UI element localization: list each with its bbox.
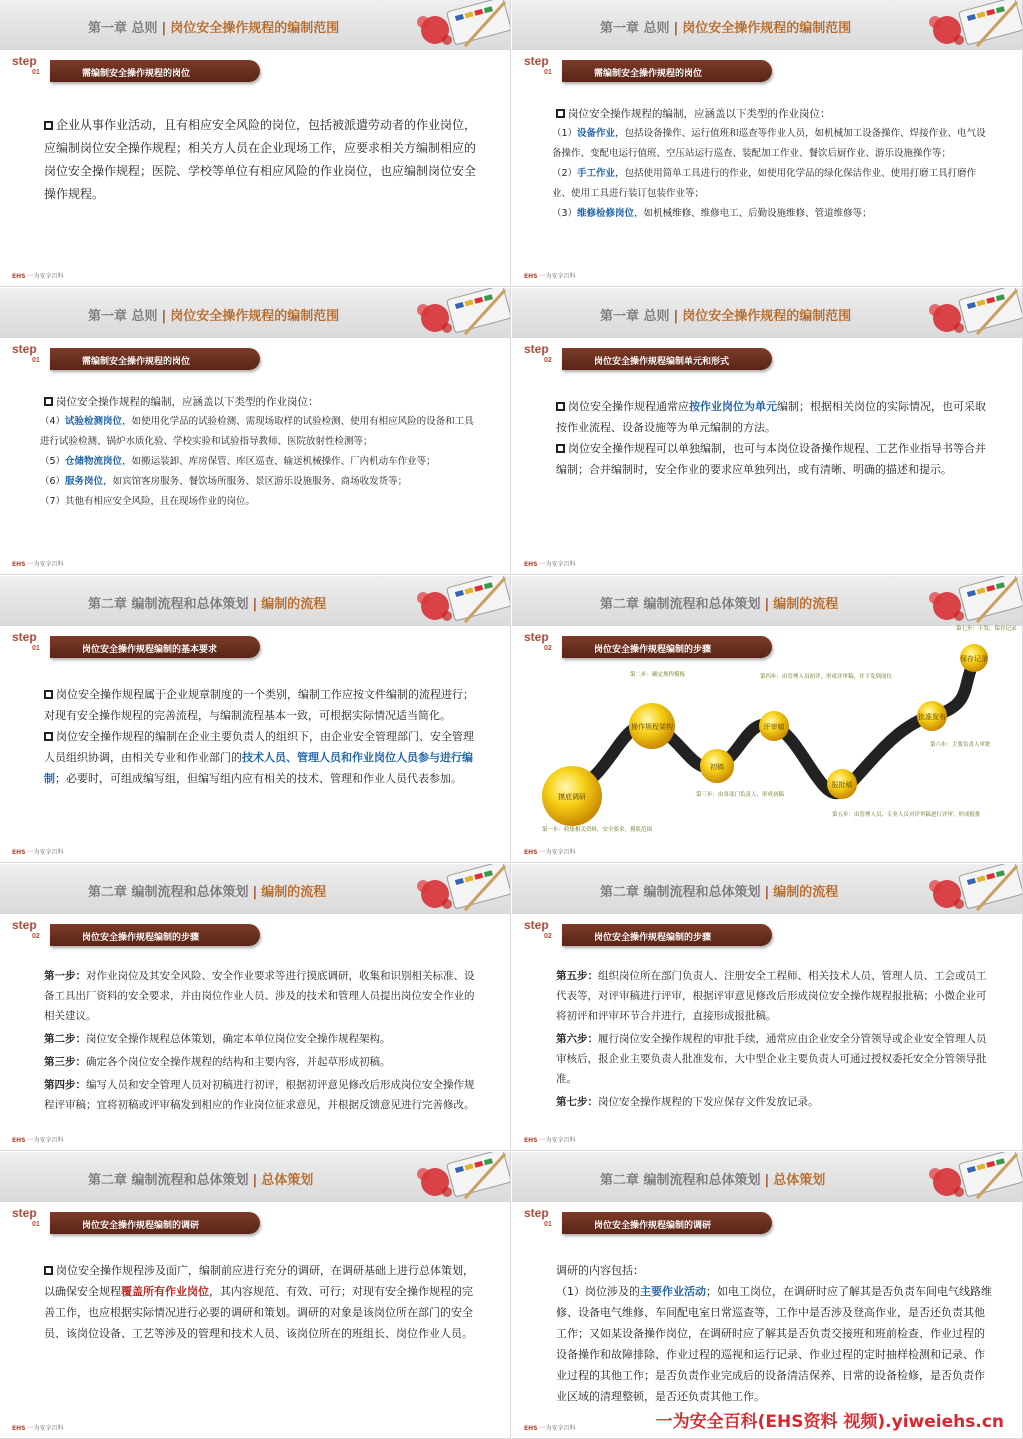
paint-splash-decoration-icon <box>917 0 1022 50</box>
text: 编写人员和安全管理人员对初稿进行初评，根据初评意见修改后形成岗位安全操作规程评审稿；宜将初稿或评审稿发到相应的作业岗位征求意见，并根据反馈意见进行完善修改。 <box>44 1079 475 1111</box>
section-title: 编制的流程 <box>261 885 327 900</box>
step-label: 第三步： <box>44 1056 86 1068</box>
section-title: 总体策划 <box>773 1173 826 1188</box>
highlight-term: 试验检测岗位 <box>65 416 123 427</box>
step-paragraph <box>44 1075 482 1115</box>
text: 岗位安全操作规程属于企业规章制度的一个类别，编制工作应按文件编制的流程进行；对现有安全操作规程的完善流程，与编制流程基本一致，可根据实际情况适当简化。 <box>44 688 474 722</box>
title-separator: | <box>252 1173 258 1188</box>
step-label: 第二步： <box>44 1033 86 1045</box>
paint-splash-decoration-icon <box>405 576 510 626</box>
text: 确定各个岗位安全操作规程的结构和主要内容，并起草形成初稿。 <box>86 1056 391 1068</box>
section-banner <box>50 1212 260 1234</box>
watermark-text: 一为安全百科(EHS资料 视频).yiweiehs.cn <box>655 1412 1004 1432</box>
process-node-label: 摸底调研 <box>558 793 586 801</box>
footer-text: 一为安全百科 <box>27 273 64 280</box>
slide-header <box>512 0 1022 50</box>
footer-logo: EHS <box>12 1425 26 1432</box>
text: 岗位安全操作规程的编制在企业主要负责人的组织下，由企业安全管理部门、安全管理人员组织协调，由相关专业和作业部门的 <box>44 730 474 764</box>
step-number: 02 <box>544 933 552 940</box>
highlight-term: 覆盖所有作业岗位 <box>121 1285 209 1298</box>
section-banner <box>50 60 260 82</box>
paint-splash-decoration-icon <box>917 288 1022 338</box>
list-item <box>40 472 482 492</box>
process-node-label: 评审稿 <box>763 723 785 731</box>
text: 岗位安全操作规程通常应 <box>568 400 689 413</box>
highlight-term: 仓储物流岗位 <box>65 456 123 467</box>
list-item <box>552 204 994 224</box>
chapter-title: 第二章 编制流程和总体策划 <box>88 597 249 612</box>
slide-title <box>600 1169 825 1188</box>
text: （1）岗位涉及的 <box>556 1285 640 1298</box>
process-node-label: 操作规程架构 <box>631 723 673 731</box>
intro-paragraph <box>556 104 994 124</box>
step-label: step <box>12 630 37 644</box>
step-number: 02 <box>544 357 552 364</box>
slide-9 <box>0 1152 511 1439</box>
paragraph <box>44 726 482 789</box>
footer-logo: EHS <box>524 1425 538 1432</box>
text: 组织岗位所在部门负责人、注册安全工程师、相关技术人员、管理人员、工会或员工代表等，对评审稿进行评审，根据评审意见修改后形成岗位安全操作规程报批稿；小微企业可将初评和评审环节合并进行，直接形成报批稿。 <box>556 970 987 1022</box>
footer-text: 一为安全百科 <box>539 561 576 568</box>
step-label: step <box>12 918 37 932</box>
slide-body <box>44 1260 482 1344</box>
step-number: 02 <box>544 645 552 652</box>
slide-title <box>600 17 851 36</box>
process-step-note: 第五步：由管理人员、专业人员对评审稿进行评审，形成报批 <box>832 812 981 818</box>
title-separator: | <box>161 309 167 324</box>
title-separator: | <box>673 21 679 36</box>
section-title: 岗位安全操作规程的编制范围 <box>682 21 852 36</box>
slide-body <box>556 1260 994 1407</box>
footer-text: 一为安全百科 <box>27 1137 64 1144</box>
step-number: 01 <box>32 1221 40 1228</box>
footer-logo: EHS <box>524 849 538 856</box>
text: 企业从事作业活动，且有相应安全风险的岗位，包括被派遣劳动者的作业岗位，应编制岗位安全操作规程；相关方人员在企业现场工作，应要求相关方编制相应的岗位安全操作规程；医院、学校等单位有相应风险的作业岗位，也应编制岗位安全操作规程。 <box>44 118 477 201</box>
slide-7 <box>0 864 511 1151</box>
text: 其他有相应安全风险，且在现场作业的岗位。 <box>65 496 256 507</box>
banner-label: 岗位安全操作规程编制单元和形式 <box>594 357 730 367</box>
list-item <box>552 164 994 204</box>
slide-footer <box>12 847 63 856</box>
step-label: step <box>12 1206 37 1220</box>
text: （1） <box>552 128 578 139</box>
footer-text: 一为安全百科 <box>539 273 576 280</box>
banner-label: 岗位安全操作规程编制的调研 <box>82 1221 200 1231</box>
text: 岗位安全操作规程总体策划，确定本单位岗位安全操作规程架构。 <box>86 1033 391 1045</box>
slide-footer <box>524 271 575 280</box>
text: （2） <box>552 168 578 179</box>
step-label: 第四步： <box>44 1079 86 1091</box>
highlight-term: 技术人员、管理人员和作业岗位人员参与进行编制 <box>44 751 473 785</box>
text: 编制；根据相关岗位的实际情况，也可采取按作业流程、设备设施等为单元编制的方法。 <box>556 400 986 434</box>
footer-text: 一为安全百科 <box>539 1425 576 1432</box>
section-banner <box>50 924 260 946</box>
list-item <box>552 124 994 164</box>
slide-header <box>0 288 510 338</box>
slide-title <box>88 881 326 900</box>
text: （3） <box>552 208 578 219</box>
footer-text: 一为安全百科 <box>539 1137 576 1144</box>
paragraph <box>44 684 482 726</box>
title-separator: | <box>764 885 770 900</box>
intro-paragraph <box>44 392 482 412</box>
slide-title <box>88 17 339 36</box>
step-label: step <box>524 342 549 356</box>
step-label: step <box>12 54 37 68</box>
slide-footer <box>12 271 63 280</box>
text: ；必要时，可组成编写组，但编写组内应有相关的技术、管理和作业人员代表参加。 <box>55 772 462 785</box>
text: 岗位安全操作规程可以单独编制，也可与本岗位设备操作规程、工艺作业指导书等合并编制；合并编制时，安全作业的要求应单独列出，或有清晰、明确的描述和提示。 <box>556 442 986 476</box>
text: 岗位安全操作规程的编制，应涵盖以下类型的作业岗位： <box>56 396 319 408</box>
footer-logo: EHS <box>12 273 26 280</box>
chapter-title: 第一章 总则 <box>88 21 158 36</box>
text: 对作业岗位及其安全风险、安全作业要求等进行摸底调研，收集和识别相关标准、设备工具出厂资料的安全要求，并由岗位作业人员、涉及的技术和管理人员提出岗位安全作业的相关建议。 <box>44 970 475 1022</box>
step-paragraph <box>44 1029 482 1049</box>
list-item <box>40 492 482 512</box>
section-banner <box>50 636 260 658</box>
process-step-note: 第七步：下发，保存记录 <box>956 626 1017 632</box>
footer-text: 一为安全百科 <box>27 1425 64 1432</box>
step-paragraph <box>44 1052 482 1072</box>
text: ，如机械维修、维修电工、后勤设施维修、管道维修等； <box>634 208 872 219</box>
chapter-title: 第二章 编制流程和总体策划 <box>600 597 761 612</box>
process-step-note: 第一步：收集相关资料，安全要求，摸底范围 <box>542 827 653 833</box>
step-label: 第一步： <box>44 970 86 982</box>
footer-logo: EHS <box>524 273 538 280</box>
text: ，如搬运装卸、库房保管、库区巡查、输送机械操作、厂内机动车作业等； <box>122 456 436 467</box>
process-node-label: 报批稿 <box>831 781 853 789</box>
title-separator: | <box>764 597 770 612</box>
slide-body <box>44 114 482 206</box>
process-diagram <box>512 576 1023 863</box>
slide-footer <box>12 559 63 568</box>
text: （6） <box>40 476 66 487</box>
text: ，如宾馆客房服务、餐饮场所服务、景区游乐设施服务、商场收发货等； <box>103 476 408 487</box>
checkbox-bullet-icon <box>44 690 53 699</box>
step-label: 第五步： <box>556 970 598 982</box>
paint-splash-decoration-icon <box>917 1152 1022 1202</box>
section-title: 编制的流程 <box>773 597 839 612</box>
paragraph <box>44 1260 482 1344</box>
highlight-term: 主要作业活动 <box>640 1285 706 1298</box>
step-paragraph <box>556 1092 994 1112</box>
checkbox-bullet-icon <box>44 1266 53 1275</box>
section-title: 编制的流程 <box>773 885 839 900</box>
section-banner <box>562 60 772 82</box>
banner-label: 岗位安全操作规程编制的基本要求 <box>82 645 218 655</box>
step-paragraph <box>44 966 482 1026</box>
banner-label: 岗位安全操作规程编制的步骤 <box>594 933 712 943</box>
process-step-note: 第六步：主要负责人审批 <box>930 742 991 748</box>
paragraph <box>556 438 994 480</box>
paragraph <box>556 1281 994 1407</box>
slide-5 <box>0 576 511 863</box>
footer-text: 一为安全百科 <box>539 849 576 856</box>
footer-logo: EHS <box>524 1137 538 1144</box>
slide-header <box>0 576 510 626</box>
highlight-term: 服务岗位 <box>65 476 104 487</box>
slide-body <box>44 684 482 789</box>
slide-footer <box>524 559 575 568</box>
step-label: step <box>524 1206 549 1220</box>
highlight-term: 维修检修岗位 <box>577 208 635 219</box>
slide-title <box>600 881 838 900</box>
text: （7） <box>40 496 66 507</box>
checkbox-bullet-icon <box>44 121 53 130</box>
section-title: 总体策划 <box>261 1173 314 1188</box>
chapter-title: 第二章 编制流程和总体策划 <box>88 885 249 900</box>
intro-paragraph <box>556 1260 994 1281</box>
chapter-title: 第二章 编制流程和总体策划 <box>600 885 761 900</box>
section-banner <box>50 348 260 370</box>
text: ，如使用化学品的试验检测、需现场取样的试验检测、使用有相应风险的设备和工具进行试验检测、锅炉水质化验、学校实验和试验指导教师、医院放射性检测等； <box>40 416 474 447</box>
slide-title <box>88 593 326 612</box>
text: 履行岗位安全操作规程的审批手续，通常应由企业安全分管领导或企业安全管理人员审核后，报企业主要负责人批准发布，大中型企业主要负责人可通过授权委托安全分管领导批准。 <box>556 1033 987 1085</box>
step-number: 01 <box>544 69 552 76</box>
title-separator: | <box>252 597 258 612</box>
paint-splash-decoration-icon <box>917 864 1022 914</box>
text: ，包括使用简单工具进行的作业，如使用化学品的绿化保洁作业、使用打磨工具打磨作业、使用工具进行装订包装作业等； <box>552 168 977 199</box>
footer-logo: EHS <box>12 561 26 568</box>
text: 岗位安全操作规程的编制，应涵盖以下类型的作业岗位： <box>568 108 831 120</box>
slide-3 <box>0 288 511 575</box>
step-number: 01 <box>544 1221 552 1228</box>
chapter-title: 第一章 总则 <box>600 309 670 324</box>
text: 调研的内容包括： <box>556 1264 644 1277</box>
chapter-title: 第一章 总则 <box>600 21 670 36</box>
highlight-term: 按作业岗位为单元 <box>689 400 777 413</box>
slide-8 <box>512 864 1023 1151</box>
slide-6 <box>512 576 1023 863</box>
list-item <box>40 452 482 472</box>
footer-text: 一为安全百科 <box>27 849 64 856</box>
text: 岗位安全操作规程的下发应保存文件发放记录。 <box>598 1096 819 1108</box>
section-banner <box>562 924 772 946</box>
slide-footer <box>524 1135 575 1144</box>
banner-label: 岗位安全操作规程编制的步骤 <box>594 645 712 655</box>
section-title: 岗位安全操作规程的编制范围 <box>170 309 340 324</box>
list-item <box>40 412 482 452</box>
slide-title <box>600 305 851 324</box>
footer-logo: EHS <box>12 849 26 856</box>
text: ；如电工岗位，在调研时应了解其是否负责车间电气线路维修、设备电气维修、车间配电室日常巡查等，工作中是否涉及登高作业，是否还负责其他工作；又如某设备操作岗位，在调研时应了解其是否负责交接班和班前检查、作业过程的设备操作和故障排除、作业过程的巡视和运行记录、作业过程的定时抽样检测和记录、作业过程的其他工作；是否负责作业完成后的设备清洁保养、日常的设备检修，是否负责作业区域的清理整顿，是否还负责其他工作。 <box>556 1285 992 1403</box>
banner-label: 岗位安全操作规程编制的调研 <box>594 1221 712 1231</box>
step-label: step <box>524 918 549 932</box>
slide-body <box>556 396 994 480</box>
step-number: 01 <box>32 645 40 652</box>
banner-label: 需编制安全操作规程的岗位 <box>594 69 703 79</box>
highlight-term: 手工作业 <box>577 168 616 179</box>
chapter-title: 第一章 总则 <box>88 309 158 324</box>
checkbox-bullet-icon <box>44 732 53 741</box>
slide-body <box>552 104 994 224</box>
slide-header <box>512 1152 1022 1202</box>
banner-label: 需编制安全操作规程的岗位 <box>82 69 191 79</box>
checkbox-bullet-icon <box>556 109 565 118</box>
slide-footer <box>12 1423 63 1432</box>
banner-label: 岗位安全操作规程编制的步骤 <box>82 933 200 943</box>
footer-logo: EHS <box>12 1137 26 1144</box>
checkbox-bullet-icon <box>44 397 53 406</box>
slide-4 <box>512 288 1023 575</box>
checkbox-bullet-icon <box>556 444 565 453</box>
slide-footer <box>12 1135 63 1144</box>
paragraph <box>556 396 994 438</box>
text: ，其内容规范、有效、可行；对现有安全操作规程的完善工作，也应根据实际情况进行必要的调研和策划。调研的对象是该岗位所在部门的安全员、该岗位设备、工艺等涉及的管理和技术人员、该岗位所在的班组长、岗位作业人员。 <box>44 1285 473 1340</box>
step-label: step <box>524 630 549 644</box>
step-paragraph <box>556 966 994 1026</box>
footer-text: 一为安全百科 <box>27 561 64 568</box>
paragraph <box>44 114 482 206</box>
paint-splash-decoration-icon <box>405 864 510 914</box>
title-separator: | <box>252 885 258 900</box>
slide-title <box>88 305 339 324</box>
step-label: step <box>12 342 37 356</box>
paint-splash-decoration-icon <box>405 288 510 338</box>
step-number: 02 <box>32 933 40 940</box>
footer-logo: EHS <box>524 561 538 568</box>
section-banner <box>562 348 772 370</box>
process-node-label: 初稿 <box>710 763 724 771</box>
checkbox-bullet-icon <box>556 402 565 411</box>
chapter-title: 第二章 编制流程和总体策划 <box>600 1173 761 1188</box>
slide-1 <box>0 0 511 287</box>
step-label: step <box>524 54 549 68</box>
slide-header <box>512 864 1022 914</box>
banner-label: 需编制安全操作规程的岗位 <box>82 357 191 367</box>
step-number: 01 <box>32 69 40 76</box>
step-paragraph <box>556 1029 994 1089</box>
slide-body <box>40 392 482 512</box>
process-node-label: 批准发布 <box>918 713 946 721</box>
text: （4） <box>40 416 66 427</box>
section-title: 岗位安全操作规程的编制范围 <box>170 21 340 36</box>
slide-header <box>0 1152 510 1202</box>
section-title: 编制的流程 <box>261 597 327 612</box>
text: （5） <box>40 456 66 467</box>
title-separator: | <box>673 309 679 324</box>
title-separator: | <box>764 1173 770 1188</box>
paint-splash-decoration-icon <box>405 1152 510 1202</box>
slide-10 <box>512 1152 1023 1439</box>
process-node-label: 保存记录 <box>960 655 988 663</box>
step-number: 01 <box>32 357 40 364</box>
slide-header <box>0 864 510 914</box>
process-step-note: 第四步：由管理人员初评，形成评审稿，并下发到岗位 <box>760 674 893 680</box>
chapter-title: 第二章 编制流程和总体策划 <box>88 1173 249 1188</box>
step-label: 第六步： <box>556 1033 598 1045</box>
text: 岗位安全操作规程涉及面广，编制前应进行充分的调研，在调研基础上进行总体策划，以确保安全规程 <box>44 1264 474 1298</box>
process-step-note: 第三步：由各部门负责人、形成初稿 <box>696 792 785 798</box>
paint-splash-decoration-icon <box>405 0 510 50</box>
highlight-term: 设备作业 <box>577 128 616 139</box>
slide-title <box>88 1169 313 1188</box>
title-separator: | <box>161 21 167 36</box>
section-banner <box>562 1212 772 1234</box>
process-step-note: 第二步：确定规程模板 <box>630 672 686 678</box>
slide-footer <box>524 1423 575 1432</box>
slide-header <box>512 288 1022 338</box>
text: ，包括设备操作、运行值班和巡查等作业人员，如机械加工设备操作、焊接作业、电气设备操作、变配电运行值班、空压站运行巡查、装配加工作业、餐饮后厨作业、游乐设施操作等； <box>552 128 986 159</box>
slide-body <box>556 966 994 1115</box>
section-title: 岗位安全操作规程的编制范围 <box>682 309 852 324</box>
slide-2 <box>512 0 1023 287</box>
slide-body <box>44 966 482 1118</box>
slide-header <box>0 0 510 50</box>
step-label: 第七步： <box>556 1096 598 1108</box>
